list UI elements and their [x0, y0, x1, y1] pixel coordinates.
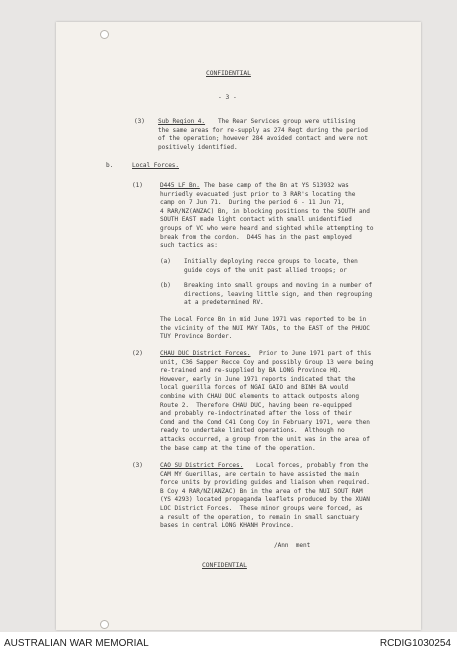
item1-closing-line: the vicinity of the NUI MAY TAOs, to the EAST of the PHUOC — [160, 324, 370, 332]
item3-line: bases in central LONG KHANH Province. — [160, 522, 294, 530]
item3-line: force units by providing guides and liaison when required. — [160, 479, 370, 487]
item1-sub-b-line: at a predetermined RV. — [184, 299, 264, 307]
item2-line: local guerilla forces of NGAI GAIO and BINH BA would — [160, 384, 349, 392]
archive-footer — [0, 632, 457, 654]
item1-closing-line: TUY Province Border. — [160, 333, 233, 341]
continuation-marker: /Ann ment — [274, 542, 311, 549]
item1-line: groups of VC who were heard and sighted while attempting to — [160, 225, 374, 232]
item2-line: and probably re-indoctrinated after the loss of their — [160, 410, 352, 418]
item2-line: Comd and the Comd C41 Cong Coy in February 1971, were then — [160, 418, 370, 426]
item2-line: the base camp at the time of the operation. — [160, 444, 316, 452]
item1-sub-a-line: guide coys of the unit past allied troops; or — [184, 266, 347, 274]
item3-line: LOC District Forces. These minor groups were forced, as — [160, 505, 363, 512]
item2-line: Prior to June 1971 part of this — [259, 350, 372, 357]
item1-line: SOUTH EAST made light contact with small unidentified — [160, 216, 352, 224]
item2-line: However, early in June 1971 reports indicated that the — [160, 375, 356, 383]
item1-number: (1) — [132, 182, 143, 189]
item3-line: Local forces, probably from the — [256, 462, 369, 469]
item2-line: unit, C36 Sapper Recce Coy and possibly Group 13 were being — [160, 358, 374, 366]
para3-line: positively identified. — [158, 143, 238, 151]
item2-line: ready to undertake limited operations. Although no — [160, 427, 345, 435]
item1-closing-line: The Local Force Bn in mid June 1971 was reported to be in — [160, 316, 367, 323]
item1-heading: D445 LF Bn. — [160, 182, 200, 189]
item2-number: (2) — [132, 350, 143, 357]
item2-heading: CHAU DUC District Forces. — [160, 350, 251, 357]
footer-record-id: RCDIG1030254 — [379, 638, 451, 649]
classification-bottom: CONFIDENTIAL — [202, 562, 247, 569]
para3-heading: Sub Region 4. — [158, 118, 206, 125]
item3-line: CAM MY Guerillas, are certain to have assisted the main — [160, 470, 360, 478]
section-b-letter: b. — [106, 162, 114, 169]
item1-sub-a-line: Initially deploying recce groups to locate, then — [184, 258, 358, 265]
item1-sub-a-label: (a) — [160, 258, 171, 265]
para3-line: the same areas for re-supply as 274 Regt during the period — [158, 126, 368, 134]
item2-line: Route 2. Therefore CHAU DUC, having been re-equipped — [160, 401, 352, 409]
item2-line: attacks occurred, a group from the unit was in the area of — [160, 436, 370, 443]
item3-number: (3) — [132, 462, 143, 469]
footer-institution: AUSTRALIAN WAR MEMORIAL — [4, 638, 149, 649]
item1-sub-b-line: directions, leaving little sign, and then regrouping — [184, 290, 373, 298]
classification-top: CONFIDENTIAL — [206, 70, 251, 77]
para3-line: of the operation; however 284 avoided contact and were not — [158, 135, 368, 143]
item1-line: The base camp of the Bn at YS 513932 was — [204, 182, 349, 189]
para3-number: (3) — [134, 118, 145, 125]
item1-line: hurriedly evacuated just prior to 3 RAR's locating the — [160, 190, 356, 198]
item3-heading: CAO SU District Forces. — [160, 462, 244, 469]
item3-line: B Coy 4 RAR/NZ(ANZAC) Bn in the area of the NUI SOUT RAM — [160, 487, 363, 495]
item1-line: camp on 7 Jun 71. During the period 6 - 11 Jun 71, — [160, 199, 345, 207]
item2-line: re-trained and re-supplied by BA LONG Province HQ. — [160, 367, 341, 375]
item1-sub-b-line: Breaking into small groups and moving in a number of — [184, 282, 373, 289]
document-page — [56, 22, 421, 630]
item1-line: 4 RAR/NZ(ANZAC) Bn, in blocking positions to the SOUTH and — [160, 207, 370, 215]
item1-sub-b-label: (b) — [160, 282, 171, 289]
punch-hole-bottom — [100, 620, 109, 629]
item1-line: break from the cordon. D445 has in the past employed — [160, 233, 352, 241]
item1-line: such tactics as: — [160, 242, 218, 250]
item3-line: a result of the operation, to remain in small sanctuary — [160, 513, 360, 521]
item3-line: (YS 4293) located propaganda leaflets produced by the XUAN — [160, 496, 370, 504]
punch-hole-top — [100, 30, 109, 39]
para3-line: The Rear Services group were utilising — [218, 118, 356, 125]
page-number: - 3 - — [218, 94, 237, 101]
section-b-heading: Local Forces. — [132, 162, 180, 169]
item2-line: combine with CHAU DUC elements to attack outposts along — [160, 393, 360, 400]
